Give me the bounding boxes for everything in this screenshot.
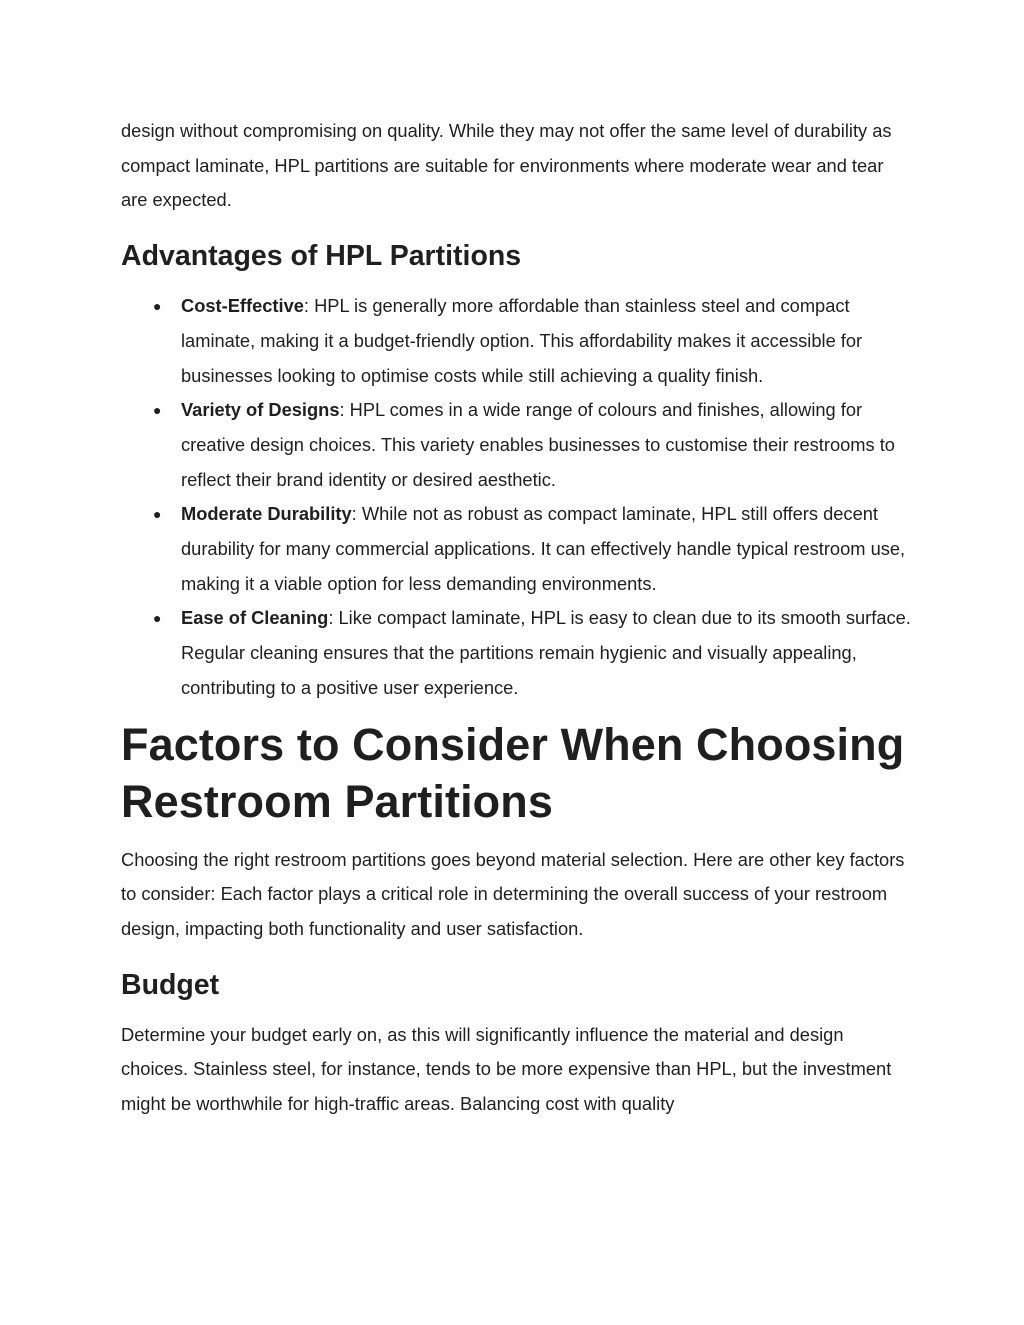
bullet-icon: ● [153, 506, 162, 523]
intro-paragraph: design without compromising on quality. While they may not offer the same level of durability as compact laminate, HPL partitions are suitable for environments where moderate wear and tear are expected. [121, 120, 892, 211]
factors-paragraph: Choosing the right restroom partitions goes beyond material selection. Here are other key factors to consider: Each factor plays a critical role in determining the overall success of your restroom design, impacting both functionality and user satisfaction. [121, 848, 905, 939]
list-item-text: : HPL comes in a wide range of colours and finishes, allowing for creative design choices. This variety enables businesses to customise their restrooms to reflect their brand identity or desired aesthetic. [181, 399, 895, 490]
budget-paragraph: Determine your budget early on, as this will significantly influence the material and design choices. Stainless steel, for instance, tends to be more expensive than HPL, but the investment might be worthwhile for high-traffic areas. Balancing cost with quality [121, 1023, 892, 1115]
factors-heading: Factors to Consider When Choosing Restroom Partitions [121, 718, 905, 828]
bullet-icon: ● [153, 298, 162, 315]
advantages-list [121, 289, 911, 705]
bullet-icon: ● [153, 610, 162, 627]
document-page [121, 114, 911, 1122]
list-item-term: Cost-Effective [181, 295, 304, 317]
list-item-term: Moderate Durability [181, 503, 352, 525]
advantages-heading: Advantages of HPL Partitions [121, 240, 522, 273]
bullet-icon: ● [153, 402, 162, 419]
list-item-term: Variety of Designs [181, 399, 340, 421]
list-item-text: : While not as robust as compact laminate, HPL still offers decent durability for many commercial applications. It can effectively handle typical restroom use, making it a viable option for less demanding environments. [181, 503, 906, 594]
list-item-text: : Like compact laminate, HPL is easy to clean due to its smooth surface. Regular cleaning ensures that the partitions remain hygienic and visually appealing, contributing to a positive user experience. [181, 607, 911, 698]
budget-heading: Budget [121, 968, 220, 1001]
list-item-term: Ease of Cleaning [181, 607, 329, 629]
list-item [121, 393, 911, 497]
list-item-text: : HPL is generally more affordable than stainless steel and compact laminate, making it a budget-friendly option. This affordability makes it accessible for businesses looking to optimise costs while still achieving a quality finish. [181, 295, 863, 386]
list-item [121, 289, 911, 393]
list-item [121, 497, 911, 601]
list-item [121, 601, 911, 705]
